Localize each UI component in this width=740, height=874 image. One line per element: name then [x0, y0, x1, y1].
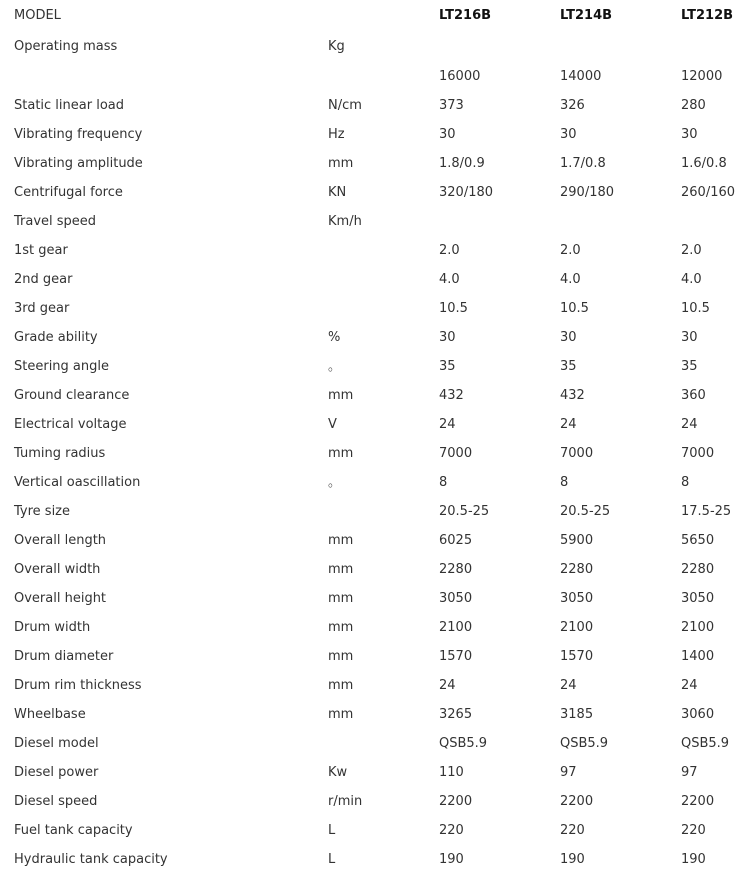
value-lt214b: 190	[560, 852, 585, 867]
value-lt214b: 1.7/0.8	[560, 156, 606, 171]
value-lt216b: QSB5.9	[439, 736, 488, 751]
value-lt214b: 8	[560, 475, 569, 490]
table-row	[0, 816, 740, 845]
spec-name: Drum diameter	[14, 649, 114, 664]
spec-unit: mm	[328, 707, 354, 722]
spec-name: Tuming radius	[14, 446, 106, 461]
value-lt214b: 10.5	[560, 301, 589, 316]
value-lt212b: 2100	[681, 620, 715, 635]
value-lt214b: 3185	[560, 707, 594, 722]
value-lt214b: 326	[560, 98, 585, 113]
table-row	[0, 178, 740, 207]
value-lt216b: 30	[439, 127, 456, 142]
table-row	[0, 294, 740, 323]
value-lt212b: 2280	[681, 562, 715, 577]
spec-name: Hydraulic tank capacity	[14, 852, 168, 867]
table-row	[0, 468, 740, 497]
value-lt216b: 10.5	[439, 301, 468, 316]
spec-unit: mm	[328, 562, 354, 577]
spec-name: Centrifugal force	[14, 185, 123, 200]
value-lt212b: 30	[681, 330, 698, 345]
value-lt212b: 17.5-25	[681, 504, 732, 519]
spec-unit: Km/h	[328, 214, 362, 229]
spec-unit: 。	[328, 475, 342, 490]
value-lt216b: 320/180	[439, 185, 494, 200]
table-row	[0, 497, 740, 526]
value-lt216b: 432	[439, 388, 464, 403]
spec-unit: mm	[328, 388, 354, 403]
table-row	[0, 323, 740, 352]
value-lt216b: 2100	[439, 620, 473, 635]
spec-name: Vibrating frequency	[14, 127, 143, 142]
table-body	[0, 31, 740, 874]
value-lt214b: 30	[560, 330, 577, 345]
value-lt212b: 1.6/0.8	[681, 156, 727, 171]
model-lt214b: LT214B	[560, 8, 613, 23]
spec-unit: L	[328, 852, 336, 867]
value-lt212b: 3050	[681, 591, 715, 606]
spec-unit: Hz	[328, 127, 345, 142]
table-row	[0, 729, 740, 758]
value-lt212b: 7000	[681, 446, 715, 461]
spec-name: Ground clearance	[14, 388, 130, 403]
table-row	[0, 352, 740, 381]
value-lt212b: 360	[681, 388, 706, 403]
value-lt214b: QSB5.9	[560, 736, 609, 751]
value-lt216b: 35	[439, 359, 456, 374]
spec-unit: L	[328, 823, 336, 838]
spec-name: Drum width	[14, 620, 91, 635]
value-lt212b: 8	[681, 475, 690, 490]
table-row	[0, 613, 740, 642]
spec-name: Diesel model	[14, 736, 99, 751]
value-lt216b: 2200	[439, 794, 473, 809]
value-lt212b: 10.5	[681, 301, 710, 316]
header-label: MODEL	[14, 8, 61, 23]
spec-name: Electrical voltage	[14, 417, 127, 432]
spec-unit: N/cm	[328, 98, 362, 113]
table-row	[0, 700, 740, 729]
value-lt212b: 5650	[681, 533, 715, 548]
value-lt212b: 280	[681, 98, 706, 113]
spec-unit: %	[328, 330, 341, 345]
spec-name: Vibrating amplitude	[14, 156, 143, 171]
table-row	[0, 381, 740, 410]
spec-unit: mm	[328, 533, 354, 548]
value-lt216b: 2.0	[439, 243, 460, 258]
value-lt212b: 220	[681, 823, 706, 838]
value-lt216b: 1.8/0.9	[439, 156, 485, 171]
value-lt212b: 260/160	[681, 185, 736, 200]
spec-unit: mm	[328, 591, 354, 606]
spec-name: Fuel tank capacity	[14, 823, 133, 838]
spec-unit: KN	[328, 185, 347, 200]
value-lt214b: 2100	[560, 620, 594, 635]
table-row	[0, 671, 740, 700]
value-lt216b: 110	[439, 765, 464, 780]
spec-name: Grade ability	[14, 330, 98, 345]
value-lt214b: 220	[560, 823, 585, 838]
table-row	[0, 120, 740, 149]
value-lt212b: 24	[681, 678, 698, 693]
table-row	[0, 526, 740, 555]
value-lt214b: 2280	[560, 562, 594, 577]
spec-name: Static linear load	[14, 98, 124, 113]
table-row	[0, 410, 740, 439]
value-lt216b: 1570	[439, 649, 473, 664]
value-lt216b: 6025	[439, 533, 473, 548]
spec-name: Overall length	[14, 533, 107, 548]
spec-name: Operating mass	[14, 39, 118, 54]
table-row	[0, 31, 740, 62]
value-lt216b: 20.5-25	[439, 504, 490, 519]
value-lt214b: 290/180	[560, 185, 615, 200]
value-lt212b: 3060	[681, 707, 715, 722]
value-lt214b: 24	[560, 417, 577, 432]
value-lt216b: 373	[439, 98, 464, 113]
table-row	[0, 439, 740, 468]
value-lt214b: 14000	[560, 69, 602, 84]
spec-name: Vertical oascillation	[14, 475, 141, 490]
table-header-row	[0, 0, 740, 31]
spec-unit: r/min	[328, 794, 363, 809]
value-lt214b: 2.0	[560, 243, 581, 258]
value-lt216b: 3265	[439, 707, 473, 722]
spec-unit: mm	[328, 446, 354, 461]
spec-name: Travel speed	[14, 214, 97, 229]
value-lt216b: 24	[439, 678, 456, 693]
value-lt212b: 2200	[681, 794, 715, 809]
value-lt212b: 97	[681, 765, 698, 780]
value-lt216b: 220	[439, 823, 464, 838]
table-row	[0, 265, 740, 294]
value-lt214b: 7000	[560, 446, 594, 461]
value-lt212b: 12000	[681, 69, 723, 84]
value-lt216b: 190	[439, 852, 464, 867]
value-lt216b: 3050	[439, 591, 473, 606]
value-lt212b: 1400	[681, 649, 715, 664]
table-row	[0, 236, 740, 265]
value-lt216b: 16000	[439, 69, 481, 84]
table-row	[0, 555, 740, 584]
value-lt212b: 30	[681, 127, 698, 142]
value-lt216b: 8	[439, 475, 448, 490]
table-row	[0, 787, 740, 816]
spec-unit: mm	[328, 678, 354, 693]
value-lt212b: 35	[681, 359, 698, 374]
value-lt212b: 24	[681, 417, 698, 432]
spec-unit: mm	[328, 156, 354, 171]
value-lt214b: 4.0	[560, 272, 581, 287]
spec-unit: mm	[328, 649, 354, 664]
table-row	[0, 62, 740, 91]
value-lt212b: 2.0	[681, 243, 702, 258]
table-row	[0, 758, 740, 787]
value-lt214b: 30	[560, 127, 577, 142]
value-lt212b: QSB5.9	[681, 736, 730, 751]
value-lt214b: 2200	[560, 794, 594, 809]
model-lt212b: LT212B	[681, 8, 734, 23]
table-row	[0, 149, 740, 178]
spec-name: 2nd gear	[14, 272, 73, 287]
value-lt212b: 4.0	[681, 272, 702, 287]
value-lt214b: 3050	[560, 591, 594, 606]
spec-name: Overall width	[14, 562, 101, 577]
spec-unit: Kg	[328, 39, 345, 54]
table-row	[0, 584, 740, 613]
model-lt216b: LT216B	[439, 8, 492, 23]
value-lt214b: 432	[560, 388, 585, 403]
spec-name: Overall height	[14, 591, 107, 606]
spec-unit: mm	[328, 620, 354, 635]
spec-name: Diesel speed	[14, 794, 98, 809]
spec-name: Tyre size	[14, 504, 71, 519]
spec-name: Steering angle	[14, 359, 109, 374]
value-lt216b: 30	[439, 330, 456, 345]
spec-unit: Kw	[328, 765, 348, 780]
spec-name: Drum rim thickness	[14, 678, 142, 693]
value-lt212b: 190	[681, 852, 706, 867]
table-row	[0, 91, 740, 120]
value-lt216b: 24	[439, 417, 456, 432]
value-lt216b: 2280	[439, 562, 473, 577]
value-lt216b: 7000	[439, 446, 473, 461]
table-row	[0, 207, 740, 236]
spec-name: 1st gear	[14, 243, 68, 258]
spec-unit: 。	[328, 359, 342, 374]
spec-name: 3rd gear	[14, 301, 70, 316]
value-lt214b: 24	[560, 678, 577, 693]
spec-name: Wheelbase	[14, 707, 86, 722]
table-row	[0, 642, 740, 671]
spec-unit: V	[328, 417, 337, 432]
value-lt214b: 20.5-25	[560, 504, 611, 519]
table-row	[0, 845, 740, 874]
value-lt214b: 97	[560, 765, 577, 780]
spec-name: Diesel power	[14, 765, 99, 780]
value-lt214b: 1570	[560, 649, 594, 664]
value-lt214b: 35	[560, 359, 577, 374]
value-lt216b: 4.0	[439, 272, 460, 287]
value-lt214b: 5900	[560, 533, 594, 548]
